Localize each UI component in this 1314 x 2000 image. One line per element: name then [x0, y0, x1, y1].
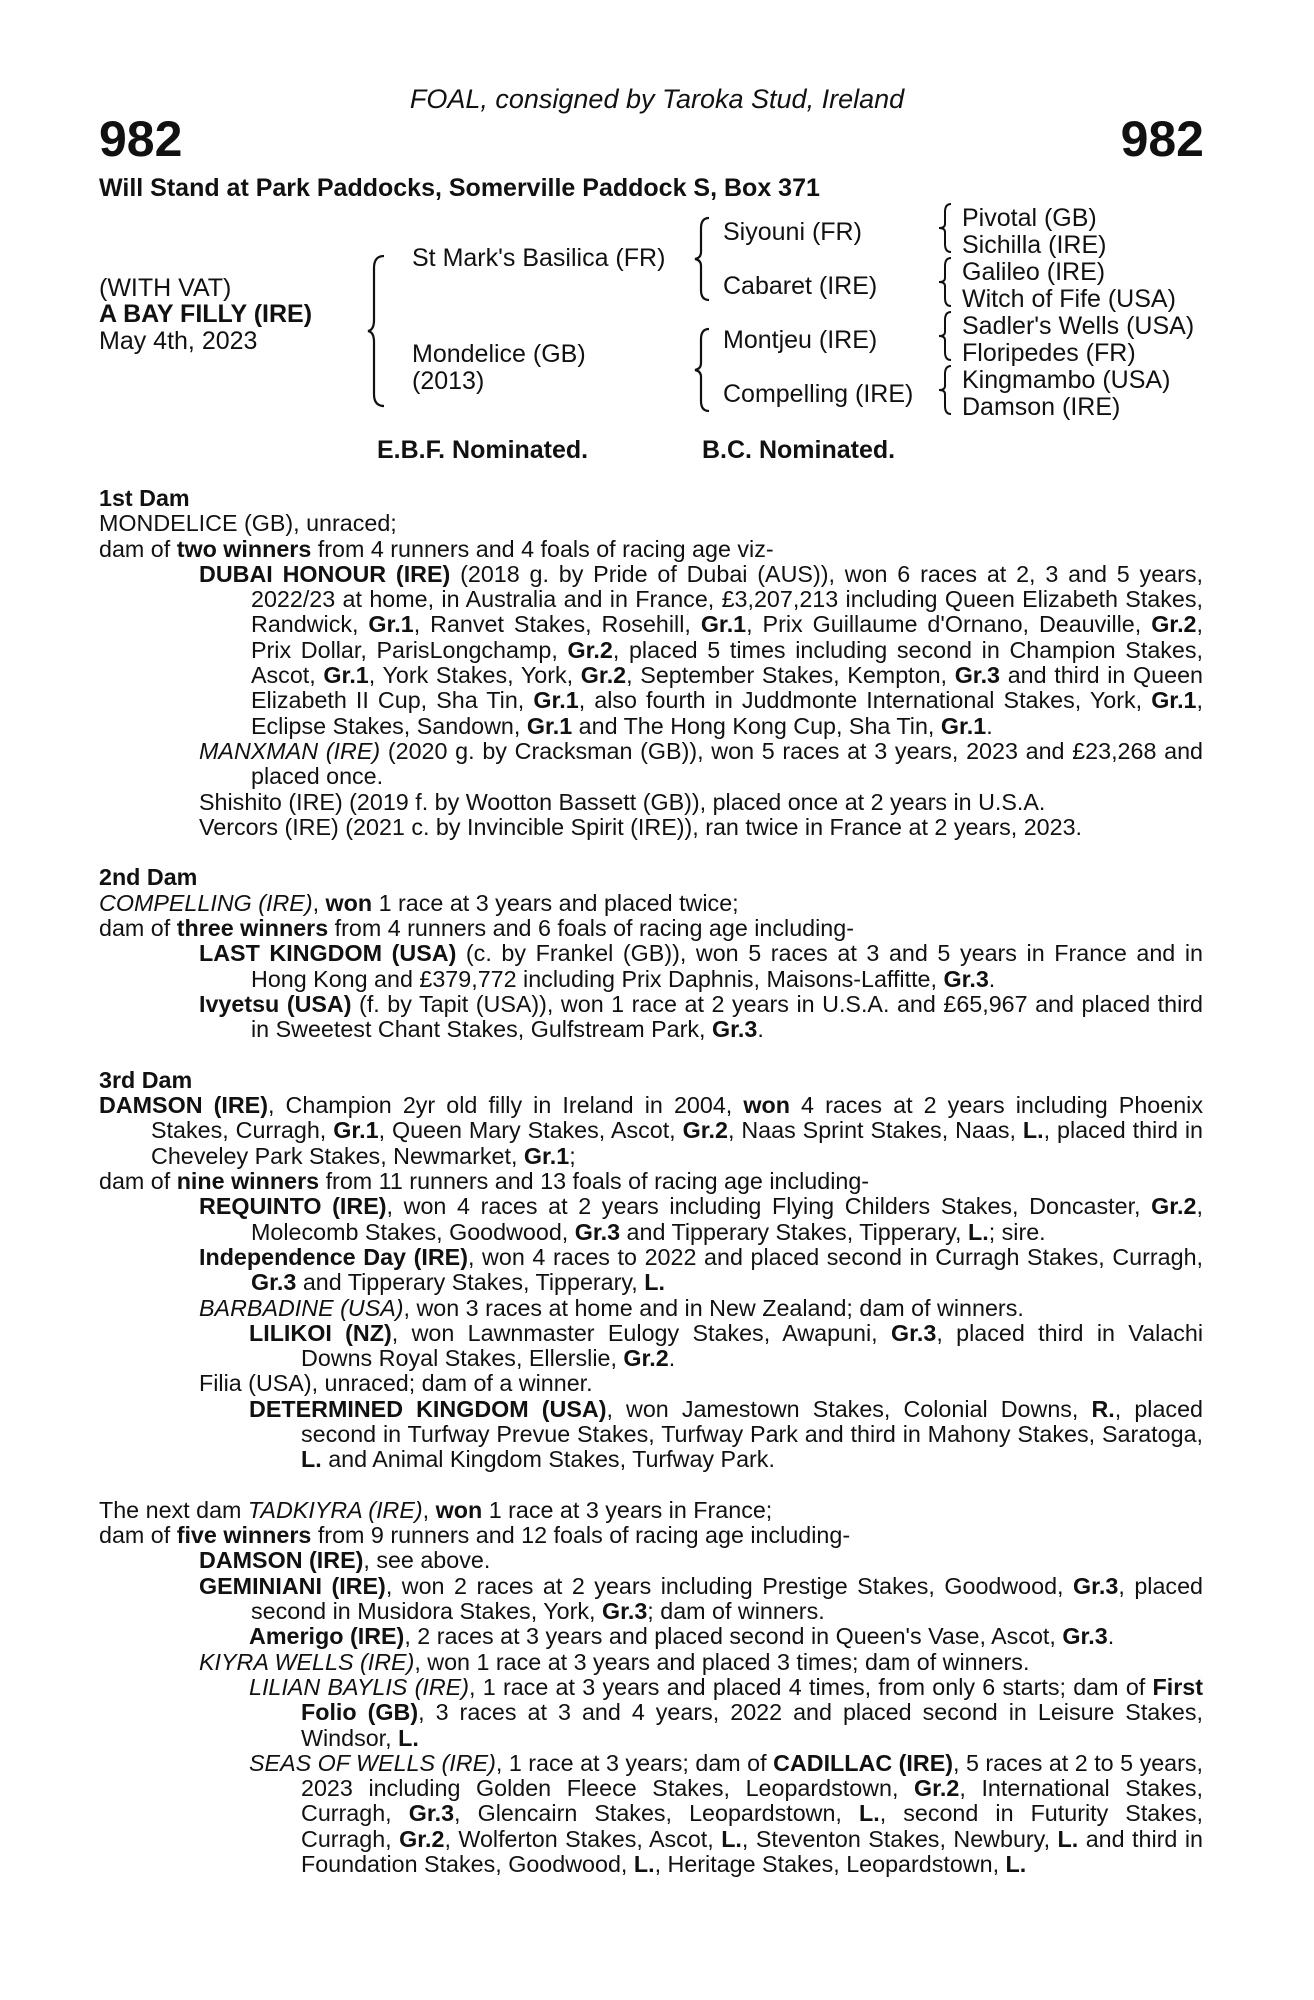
horse-name: A BAY FILLY (IRE): [99, 300, 313, 328]
produce-determined-kingdom: DETERMINED KINGDOM (USA), won Jamestown Stakes, Colonial Downs, R., placed second in Turfway Prevue Stakes, Turfway Park and third in Mahony Stakes, Saratoga, L. and Animal Kingdom Stakes, Turfway Park.: [249, 1395, 1203, 1473]
lot-number-left: 982: [99, 111, 183, 167]
g4-witch-of-fife: Witch of Fife (USA): [962, 285, 1176, 313]
produce-barbadine: BARBADINE (USA), won 3 races at home and in New Zealand; dam of winners.: [199, 1294, 1024, 1321]
g4-pivotal: Pivotal (GB): [962, 204, 1097, 232]
produce-seas-of-wells: SEAS OF WELLS (IRE), 1 race at 3 years; dam of CADILLAC (IRE), 5 races at 2 to 5 years, 2023 including Golden Fleece Stakes, Leopardstown, Gr.2, International Stakes, Curragh, Gr.3, Glencairn Stakes, Leopardstown, L., second in Futurity Stakes, Curragh, Gr.2, Wolferton Stakes, Ascot, L., Steventon Stakes, Newbury, L. and third in Foundation Stakes, Goodwood, L., Heritage Stakes, Leopardstown, L.: [249, 1749, 1204, 1878]
brace-g4-4: [937, 364, 955, 416]
produce-ivyetsu: Ivyetsu (USA) (f. by Tapit (USA)), won 1 race at 2 years in U.S.A. and £65,967 and placed third in Sweetest Chant Stakes, Gulfstream Park, Gr.3.: [199, 990, 1203, 1043]
g4-kingmambo: Kingmambo (USA): [962, 366, 1171, 394]
brace-g4-3: [937, 310, 955, 362]
produce-geminiani: GEMINIANI (IRE), won 2 races at 2 years including Prestige Stakes, Goodwood, Gr.3, placed second in Musidora Stakes, York, Gr.3; dam of winners.: [199, 1572, 1203, 1625]
produce-amerigo: Amerigo (IRE), 2 races at 3 years and placed second in Queen's Vase, Ascot, Gr.3.: [249, 1623, 1115, 1650]
stand-location: Will Stand at Park Paddocks, Somerville Paddock S, Box 371: [99, 174, 820, 202]
consignment-line: FOAL, consigned by Taroka Stud, Ireland: [409, 84, 905, 114]
third-dam-produce: dam of nine winners from 11 runners and 13 foals of racing age including-: [99, 1168, 870, 1195]
g4-sadlers-wells: Sadler's Wells (USA): [962, 312, 1195, 340]
brace-gen1: [366, 254, 390, 408]
vat-label: (WITH VAT): [99, 274, 232, 302]
produce-lilikoi: LILIKOI (NZ), won Lawnmaster Eulogy Stakes, Awapuni, Gr.3, placed third in Valachi Downs Royal Stakes, Ellerslie, Gr.2.: [249, 1319, 1203, 1372]
first-dam-heading: 1st Dam: [99, 485, 190, 511]
g4-damson: Damson (IRE): [962, 393, 1121, 421]
third-dam-line: DAMSON (IRE), Champion 2yr old filly in Ireland in 2004, won 4 races at 2 years including Phoenix Stakes, Curragh, Gr.1, Queen Mary Stakes, Ascot, Gr.2, Naas Sprint Stakes, Naas, L., placed third in Cheveley Park Stakes, Newmarket, Gr.1;: [99, 1092, 1204, 1169]
first-dam-line: MONDELICE (GB), unraced;: [99, 510, 397, 537]
produce-shishito: Shishito (IRE) (2019 f. by Wootton Bassett (GB)), placed once at 2 years in U.S.A.: [199, 788, 1046, 815]
second-dam-heading: 2nd Dam: [99, 864, 198, 891]
next-dam-produce: dam of five winners from 9 runners and 12 foals of racing age including-: [99, 1522, 851, 1549]
sire-dam: Cabaret (IRE): [723, 272, 878, 300]
dam-dam: Compelling (IRE): [723, 380, 914, 408]
produce-lilian-baylis: LILIAN BAYLIS (IRE), 1 race at 3 years and placed 4 times, from only 6 starts; dam of First Folio (GB), 3 races at 3 and 4 years, 2022 and placed second in Leisure Stakes, Windsor, L.: [249, 1673, 1204, 1751]
brace-g4-2: [937, 256, 955, 308]
g4-floripedes: Floripedes (FR): [962, 339, 1136, 367]
first-dam-produce: dam of two winners from 4 runners and 4 foals of racing age viz-: [99, 535, 774, 562]
dam-sire: Montjeu (IRE): [723, 326, 878, 354]
g4-galileo: Galileo (IRE): [962, 258, 1106, 286]
sire-sire: Siyouni (FR): [723, 218, 862, 246]
produce-dubai-honour: DUBAI HONOUR (IRE) (2018 g. by Pride of Dubai (AUS)), won 6 races at 2, 3 and 5 years, 2022/23 at home, in Australia and in France, £3,207,213 including Queen Elizabeth Stakes, Randwick, Gr.1, Ranvet Stakes, Rosehill, Gr.1, Prix Guillaume d'Ornano, Deauville, Gr.2, Prix Dollar, ParisLongchamp, Gr.2, placed 5 times including second in Champion Stakes, Ascot, Gr.1, York Stakes, York, Gr.2, September Stakes, Kempton, Gr.3 and third in Queen Elizabeth II Cup, Sha Tin, Gr.1, also fourth in Juddmonte International Stakes, York, Gr.1, Eclipse Stakes, Sandown, Gr.1 and The Hong Kong Cup, Sha Tin, Gr.1.: [199, 560, 1204, 739]
bc-nominated: B.C. Nominated.: [702, 436, 896, 464]
foaling-date: May 4th, 2023: [99, 327, 258, 355]
produce-damson: DAMSON (IRE), see above.: [199, 1547, 491, 1574]
second-dam-line: COMPELLING (IRE), won 1 race at 3 years and placed twice;: [99, 889, 739, 916]
produce-filia: Filia (USA), unraced; dam of a winner.: [199, 1370, 593, 1397]
ebf-nominated: E.B.F. Nominated.: [377, 436, 589, 464]
next-dam-line: The next dam TADKIYRA (IRE), won 1 race at 3 years in France;: [99, 1496, 773, 1523]
produce-last-kingdom: LAST KINGDOM (USA) (c. by Frankel (GB)), won 5 races at 3 and 5 years in France and in Hong Kong and £379,772 including Prix Daphnis, Maisons-Laffitte, Gr.3.: [199, 940, 1203, 992]
produce-vercors: Vercors (IRE) (2021 c. by Invincible Spirit (IRE)), ran twice in France at 2 years, 2023.: [199, 813, 1083, 840]
third-dam-heading: 3rd Dam: [99, 1066, 193, 1093]
brace-sire: [693, 216, 713, 302]
second-dam-produce: dam of three winners from 4 runners and 6 foals of racing age including-: [99, 915, 854, 942]
produce-kiyra-wells: KIYRA WELLS (IRE), won 1 race at 3 years and placed 3 times; dam of winners.: [199, 1648, 1030, 1675]
produce-independence-day: Independence Day (IRE), won 4 races to 2022 and placed second in Curragh Stakes, Curragh, Gr.3 and Tipperary Stakes, Tipperary, L.: [199, 1243, 1203, 1296]
catalogue-notes: [99, 486, 1203, 1877]
dam: Mondelice (GB): [412, 340, 586, 368]
sire: St Mark's Basilica (FR): [412, 244, 666, 272]
produce-manxman: MANXMAN (IRE) (2020 g. by Cracksman (GB)), won 5 races at 3 years, 2023 and £23,268 and placed once.: [199, 737, 1204, 790]
brace-g4-1: [937, 202, 955, 254]
brace-dam: [693, 327, 713, 413]
produce-requinto: REQUINTO (IRE), won 4 races at 2 years including Flying Childers Stakes, Doncaster, Gr.2, Molecomb Stakes, Goodwood, Gr.3 and Tipperary Stakes, Tipperary, L.; sire.: [199, 1193, 1203, 1245]
g4-sichilla: Sichilla (IRE): [962, 231, 1107, 259]
dam-year: (2013): [412, 367, 485, 395]
lot-number-right: 982: [1120, 111, 1204, 167]
